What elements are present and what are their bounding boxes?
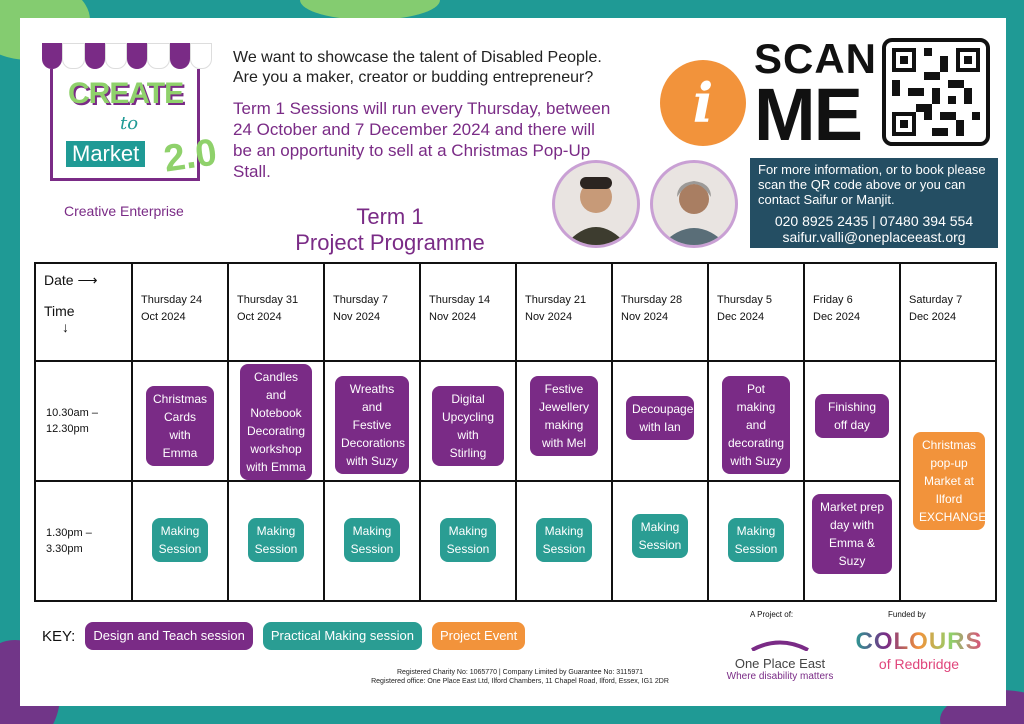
time-cell: [35, 361, 132, 481]
design-session-badge: Market prep day with Emma & Suzy: [812, 494, 892, 574]
one-place-east-logo: [720, 638, 840, 682]
contact-box: [750, 158, 998, 248]
create-to-market-logo: [38, 43, 220, 219]
date-line: Dec 2024: [717, 311, 765, 323]
date-line: Thursday 7: [333, 294, 389, 306]
date-line: Thursday 28: [621, 294, 683, 306]
making-session-badge: Making Session: [632, 514, 688, 558]
info-icon: i: [660, 60, 746, 146]
time-line: 10.30am –: [46, 407, 98, 419]
shop-awning: [42, 43, 212, 69]
qr-code[interactable]: [882, 38, 990, 146]
saifur-avatar: [552, 160, 640, 248]
date-line: Nov 2024: [525, 311, 573, 323]
logo-version-text: 2.0: [161, 131, 220, 181]
intro-line: We want to showcase the talent of Disabled People.: [233, 49, 602, 66]
making-session-badge: Making Session: [152, 518, 208, 562]
term-info: Term 1 Sessions will run every Thursday, between 24 October and 7 December 2024 and there will be an opportunity to sell at a Christmas Pop-Up Stall.: [233, 99, 611, 181]
date-cell: [708, 263, 804, 361]
date-line: Nov 2024: [333, 311, 381, 323]
date-cell: [516, 263, 612, 361]
date-line: Oct 2024: [237, 311, 282, 323]
session-cell: [420, 481, 516, 601]
making-session-badge: Making Session: [728, 518, 784, 562]
session-cell: [228, 481, 324, 601]
session-cell: [612, 481, 708, 601]
time-line: 1.30pm –: [46, 527, 92, 539]
session-cell: [228, 361, 324, 481]
session-cell: [132, 481, 228, 601]
making-session-badge: Making Session: [536, 518, 592, 562]
poster: [20, 18, 1006, 706]
date-line: Thursday 21: [525, 294, 587, 306]
table-row-morning: [35, 361, 996, 481]
schedule-table: [34, 262, 997, 602]
session-cell: [516, 481, 612, 601]
design-session-badge: Finishing off day: [815, 394, 889, 438]
project-event-badge: Christmas pop-up Market at Ilford EXCHANGE: [913, 432, 985, 530]
date-line: Oct 2024: [141, 311, 186, 323]
ope-name: One Place East: [734, 656, 826, 671]
manjit-avatar: [650, 160, 738, 248]
contact-phone[interactable]: 020 8925 2435 | 07480 394 554: [774, 213, 974, 229]
session-cell: [420, 361, 516, 481]
project-of-label: A Project of:: [750, 610, 794, 619]
session-cell: [708, 481, 804, 601]
legend-key: [42, 622, 525, 650]
intro-line: Are you a maker, creator or budding entrepreneur?: [233, 69, 594, 86]
making-session-badge: Making Session: [440, 518, 496, 562]
ope-arc-icon: [750, 639, 810, 651]
key-label: KEY:: [42, 627, 76, 645]
logo-create-text: CREATE: [68, 77, 184, 110]
design-session-badge: Festive Jewellery making with Mel: [530, 376, 598, 456]
logo-to-text: to: [120, 113, 139, 134]
design-session-badge: Digital Upcycling with Stirling: [432, 386, 504, 466]
contact-text: For more information, or to book please scan the QR code above or you can contact Saifur or Manjit.: [758, 162, 986, 207]
corner-cell: [35, 263, 132, 361]
logo-market-text: Market: [66, 141, 145, 167]
date-cell: [324, 263, 420, 361]
session-cell: [516, 361, 612, 481]
table-header-row: [35, 263, 996, 361]
scan-text: SCAN: [754, 35, 878, 82]
date-line: Saturday 7: [909, 294, 963, 306]
funded-by-label: Funded by: [888, 610, 926, 619]
session-cell: [612, 361, 708, 481]
ope-tagline: Where disability matters: [726, 671, 834, 682]
date-line: Thursday 24: [141, 294, 203, 306]
date-cell: [228, 263, 324, 361]
time-cell: [35, 481, 132, 601]
design-session-badge: Christmas Cards with Emma: [146, 386, 214, 466]
session-cell: [804, 481, 900, 601]
session-cell: [804, 361, 900, 481]
intro-text: [233, 48, 653, 88]
down-arrow-icon: ↓: [62, 319, 69, 335]
date-line: Thursday 14: [429, 294, 491, 306]
date-label: Date ⟶: [44, 272, 98, 288]
background-splash: [300, 0, 440, 20]
date-line: Thursday 31: [237, 294, 299, 306]
legal-line: Registered Charity No: 1065770 | Company Limited by Guarantee No: 3115971: [396, 669, 644, 676]
legal-footer: [330, 668, 710, 686]
legal-line: Registered office: One Place East Ltd, Ilford Chambers, 11 Chapel Road, Ilford, Essex, IG1 2DR: [371, 678, 669, 685]
session-cell: [324, 361, 420, 481]
date-line: Dec 2024: [813, 311, 861, 323]
design-session-badge: Pot making and decorating with Suzy: [722, 376, 790, 474]
date-cell: [804, 263, 900, 361]
design-session-badge: Candles and Notebook Decorating workshop with Emma: [240, 364, 312, 480]
session-cell: [132, 361, 228, 481]
making-session-badge: Making Session: [248, 518, 304, 562]
colours-of-redbridge-logo: [854, 628, 984, 672]
contact-email[interactable]: saifur.valli@oneplaceeast.org: [782, 229, 966, 245]
table-row-afternoon: [35, 481, 996, 601]
key-design-badge: Design and Teach session: [85, 622, 253, 650]
session-cell: [708, 361, 804, 481]
scan-me-label: [754, 35, 878, 156]
date-line: Dec 2024: [909, 311, 957, 323]
date-line: Friday 6: [813, 294, 853, 306]
session-cell: [324, 481, 420, 601]
key-practical-badge: Practical Making session: [263, 622, 422, 650]
design-session-badge: Decoupage with Ian: [626, 396, 694, 440]
date-line: Nov 2024: [621, 311, 669, 323]
date-cell: [420, 263, 516, 361]
time-line: 12.30pm: [46, 423, 89, 435]
key-event-badge: Project Event: [432, 622, 525, 650]
logo-subtitle: Creative Enterprise: [64, 203, 184, 219]
colours-subtext: of Redbridge: [878, 656, 960, 672]
date-line: Nov 2024: [429, 311, 477, 323]
time-label: Time: [44, 303, 75, 319]
programme-title-line: Term 1: [356, 204, 424, 229]
event-cell: [900, 361, 996, 601]
date-cell: [132, 263, 228, 361]
colours-text: COLOURS: [855, 628, 983, 655]
making-session-badge: Making Session: [344, 518, 400, 562]
programme-title-line: Project Programme: [295, 230, 485, 255]
time-line: 3.30pm: [46, 543, 83, 555]
programme-title: [270, 204, 510, 256]
me-text: ME: [754, 73, 861, 156]
date-cell: [612, 263, 708, 361]
design-session-badge: Wreaths and Festive Decorations with Suzy: [335, 376, 409, 474]
date-cell: [900, 263, 996, 361]
date-line: Thursday 5: [717, 294, 773, 306]
